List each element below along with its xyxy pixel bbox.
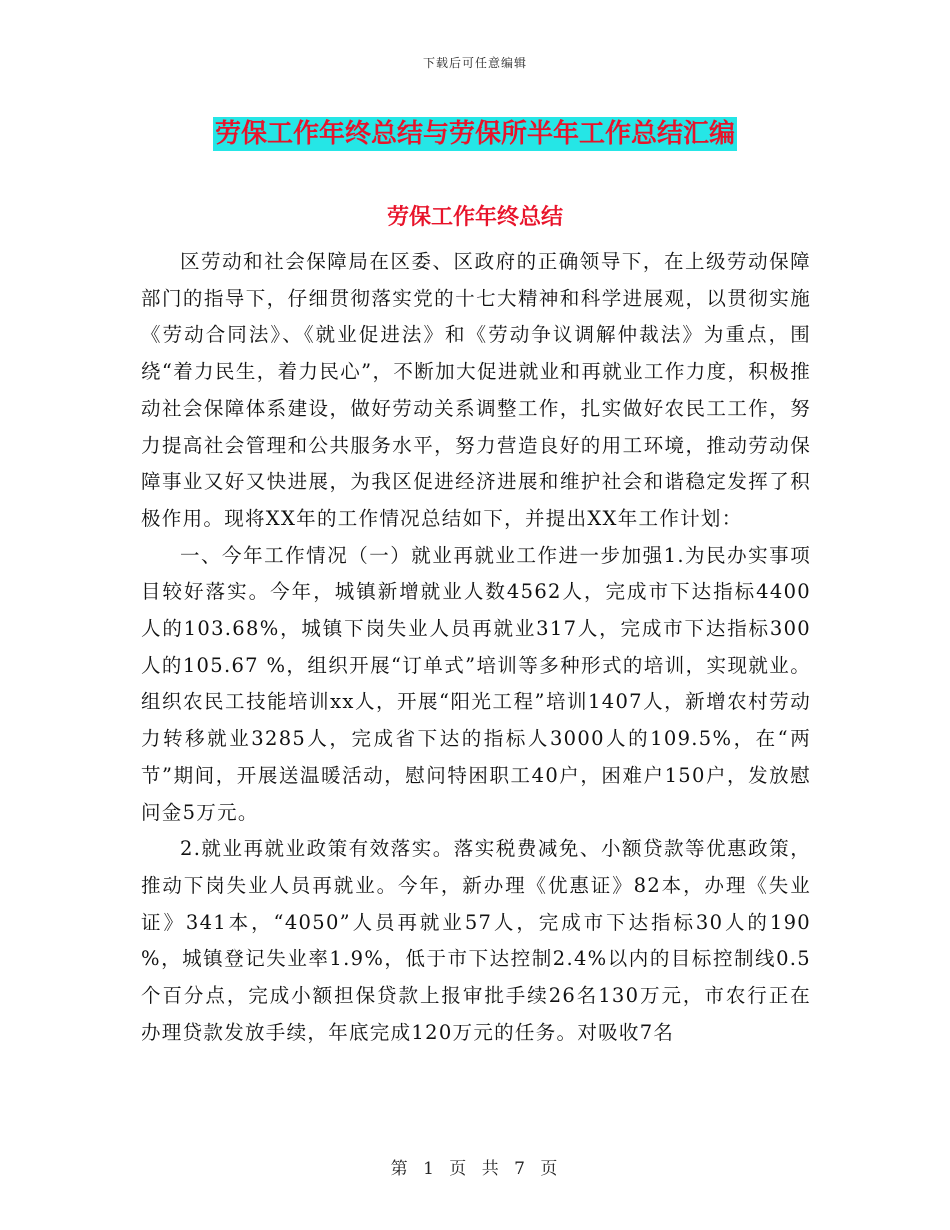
document-main-title <box>0 112 950 151</box>
header-note: 下载后可任意编辑 <box>422 56 527 70</box>
paragraph-intro: 区劳动和社会保障局在区委、区政府的正确领导下，在上级劳动保障部门的指导下，仔细贯彻落实党的十七大精神和科学进展观，以贯彻实施《劳动合同法》、《就业促进法》和《劳动争议调解仲裁法》为重点，围绕“着力民生，着力民心”，不断加大促进就业和再就业工作力度，积极推动社会保障体系建设，做好劳动关系调整工作，扎实做好农民工工作，努力提高社会管理和公共服务水平，努力营造良好的用工环境，推动劳动保障事业又好又快进展，为我区促进经济进展和维护社会和谐稳定发挥了积极作用。现将XX年的工作情况总结如下，并提出XX年工作计划： <box>141 250 811 530</box>
document-body <box>141 244 811 1051</box>
paragraph-employment-policy: 2.就业再就业政策有效落实。落实税费减免、小额贷款等优惠政策，推动下岗失业人员再就业。今年，新办理《优惠证》82本，办理《失业证》341本，“4050”人员再就业57人，完成市下达指标30人的190 %，城镇登记失业率1.9%，低于市下达控制2.4%以内的目标控制线0.5个百分点，完成小额担保贷款上报审批手续26名130万元，市农行正在办理贷款发放手续，年底完成120万元的任务。对吸收7名 <box>141 837 811 1044</box>
paragraph-work-situation: 一、今年工作情况（一）就业再就业工作进一步加强1.为民办实事项目较好落实。今年，城镇新增就业人数4562人，完成市下达指标4400人的103.68%，城镇下岗失业人员再就业317人，完成市下达指标300人的105.67 %，组织开展“订单式”培训等多种形式的培训，实现就业。组织农民工技能培训xx人，开展“阳光工程”培训1407人，新增农村劳动力转移就业3285人，完成省下达的指标人3000人的109.5%，在“两节”期间，开展送温暖活动，慰问特困职工40户，困难户150户，发放慰问金5万元。 <box>141 543 811 824</box>
page-footer: 第 1 页 共 7 页 <box>390 1159 560 1179</box>
main-title-highlight: 劳保工作年终总结与劳保所半年工作总结汇编 <box>214 119 735 149</box>
section-title: 劳保工作年终总结 <box>386 204 563 230</box>
